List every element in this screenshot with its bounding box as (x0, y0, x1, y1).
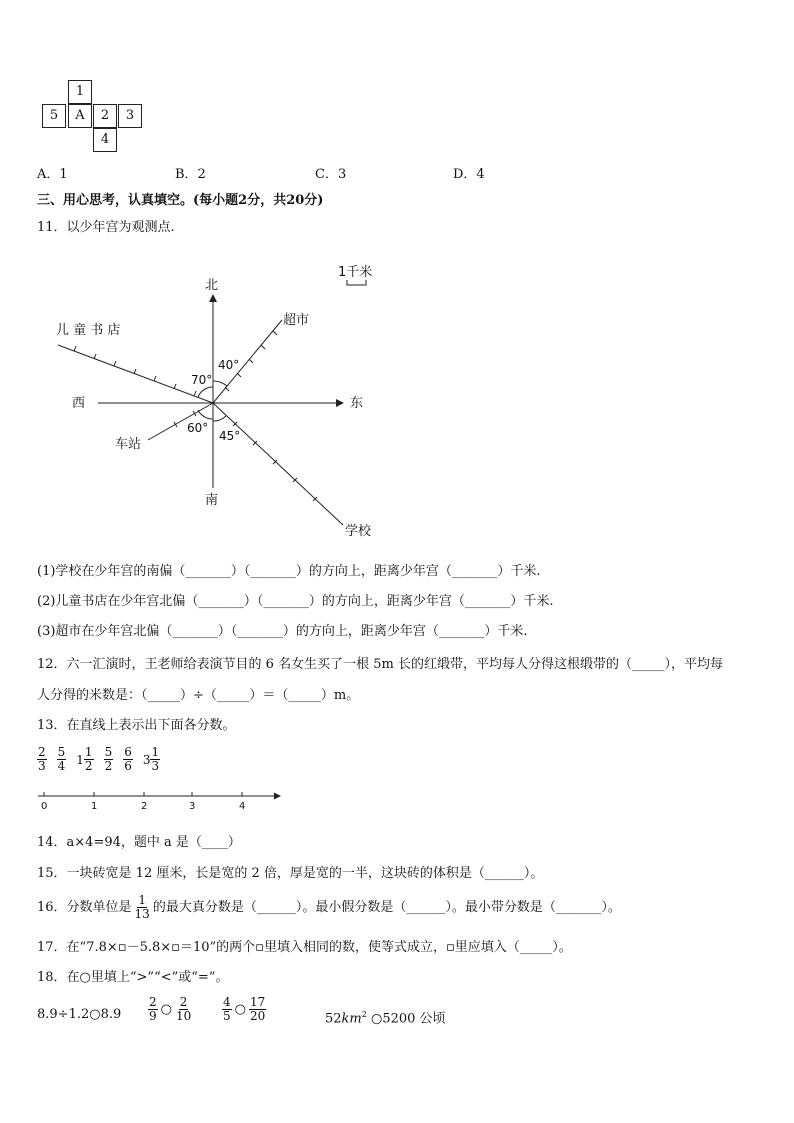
q17: 17．在“7.8×▫－5.8×▫＝10”的两个▫里填入相同的数，使等式成立，▫里应填入（_____）。 (37, 940, 572, 955)
q16-fraction: $\frac{1}{13}$ (134, 893, 150, 921)
number-line (30, 788, 290, 812)
arc-70 (198, 387, 213, 397)
angle-40: 40° (218, 358, 240, 372)
angle-45: 45° (219, 429, 241, 443)
tick-2: 2 (141, 801, 148, 812)
tick-4: 4 (239, 801, 246, 812)
tick-1: 1 (91, 801, 98, 812)
q12-line1: 12．六一汇演时，王老师给表演节目的 6 名女生买了一根 5m 长的红缎带，平均每人分得这根缎带的（_____），平均每 (37, 657, 723, 672)
bookstore-ticks (74, 346, 196, 396)
scale-bar (347, 280, 366, 285)
option-c: C．3 (315, 167, 347, 182)
net-cell-5: 5 (42, 104, 66, 128)
school-ray (213, 403, 343, 525)
section-title: 三、用心思考，认真填空。(每小题2分，共20分) (37, 193, 324, 208)
label-station: 车站 (115, 437, 142, 452)
q11-sub2: (2)儿童书店在少年宫北偏（_______）（_______）的方向上，距离少年宫（_______）千米. (37, 594, 554, 609)
option-a: A．1 (37, 167, 68, 182)
q11-sub3: (3)超市在少年宫北偏（_______）（_______）的方向上，距离少年宫（_______）千米. (37, 624, 528, 639)
angle-70: 70° (191, 373, 213, 387)
arc-60 (198, 410, 213, 419)
q18-item3: $\frac{4}{5}$ ○ $\frac{17}{20}$ (223, 995, 266, 1023)
fraction-3-1-3: 3 $\frac{1}{3}$ (142, 745, 160, 773)
net-cell-4: 4 (93, 128, 117, 152)
bookstore-ray (58, 345, 213, 403)
q18-item4: $52km^2$ ○5200 公顷 (325, 1010, 446, 1027)
q12-line2: 人分得的米数是：（_____）÷（_____）＝（_____）m。 (37, 688, 360, 703)
label-school: 学校 (345, 524, 372, 539)
label-bookstore: 儿 童 书 店 (56, 323, 121, 338)
fraction-5-4: $\frac{5}{4}$ (57, 745, 66, 773)
q15: 15．一块砖宽是 12 厘米，长是宽的 2 倍，厚是宽的一半，这块砖的体积是（______）。 (37, 866, 544, 881)
option-b: B．2 (175, 167, 206, 182)
direction-map (0, 255, 794, 555)
q18-item2: $\frac{2}{9}$ ○ $\frac{2}{10}$ (149, 995, 192, 1023)
label-south: 南 (205, 493, 219, 508)
tick-0: 0 (41, 801, 48, 812)
label-scale: 1千米 (338, 265, 373, 280)
q11-stem: 11．以少年宫为观测点. (37, 220, 175, 235)
q18-stem: 18．在○里填上“>”“<”或“=”。 (37, 970, 229, 985)
label-west: 西 (72, 396, 86, 411)
q11-sub1: (1)学校在少年宫的南偏（_______）（_______）的方向上，距离少年宫（_______）千米. (37, 564, 541, 579)
angle-60: 60° (187, 421, 209, 435)
label-supermarket: 超市 (283, 313, 310, 328)
net-cell-2: 2 (93, 104, 117, 128)
tick-3: 3 (189, 801, 196, 812)
fraction-5-2: $\frac{5}{2}$ (104, 745, 113, 773)
q16-prefix: 16．分数单位是 (37, 899, 132, 915)
fraction-6-6: $\frac{6}{6}$ (124, 745, 132, 773)
q16-suffix: 的最大真分数是（______）。最小假分数是（______）。最小带分数是（_______）。 (152, 899, 621, 915)
arc-40 (213, 381, 227, 386)
q14: 14．a×4=94，题中 a 是（____） (37, 835, 241, 850)
q13-stem: 13．在直线上表示出下面各分数。 (37, 718, 236, 733)
net-cell-1: 1 (68, 80, 92, 104)
q18-item1: 8.9÷1.2○8.9 (37, 1007, 122, 1022)
fraction-2-3: $\frac{2}{3}$ (38, 745, 46, 773)
arc-45 (213, 416, 226, 421)
option-d: D．4 (453, 167, 485, 182)
q16 (37, 894, 621, 921)
net-cell-a: A (68, 104, 92, 128)
label-north: 北 (205, 278, 219, 293)
net-cell-3: 3 (118, 104, 142, 128)
label-east: 东 (350, 396, 364, 411)
q13-fraction-list (37, 746, 160, 773)
fraction-1-1-2: 1 $\frac{1}{2}$ (76, 745, 93, 773)
